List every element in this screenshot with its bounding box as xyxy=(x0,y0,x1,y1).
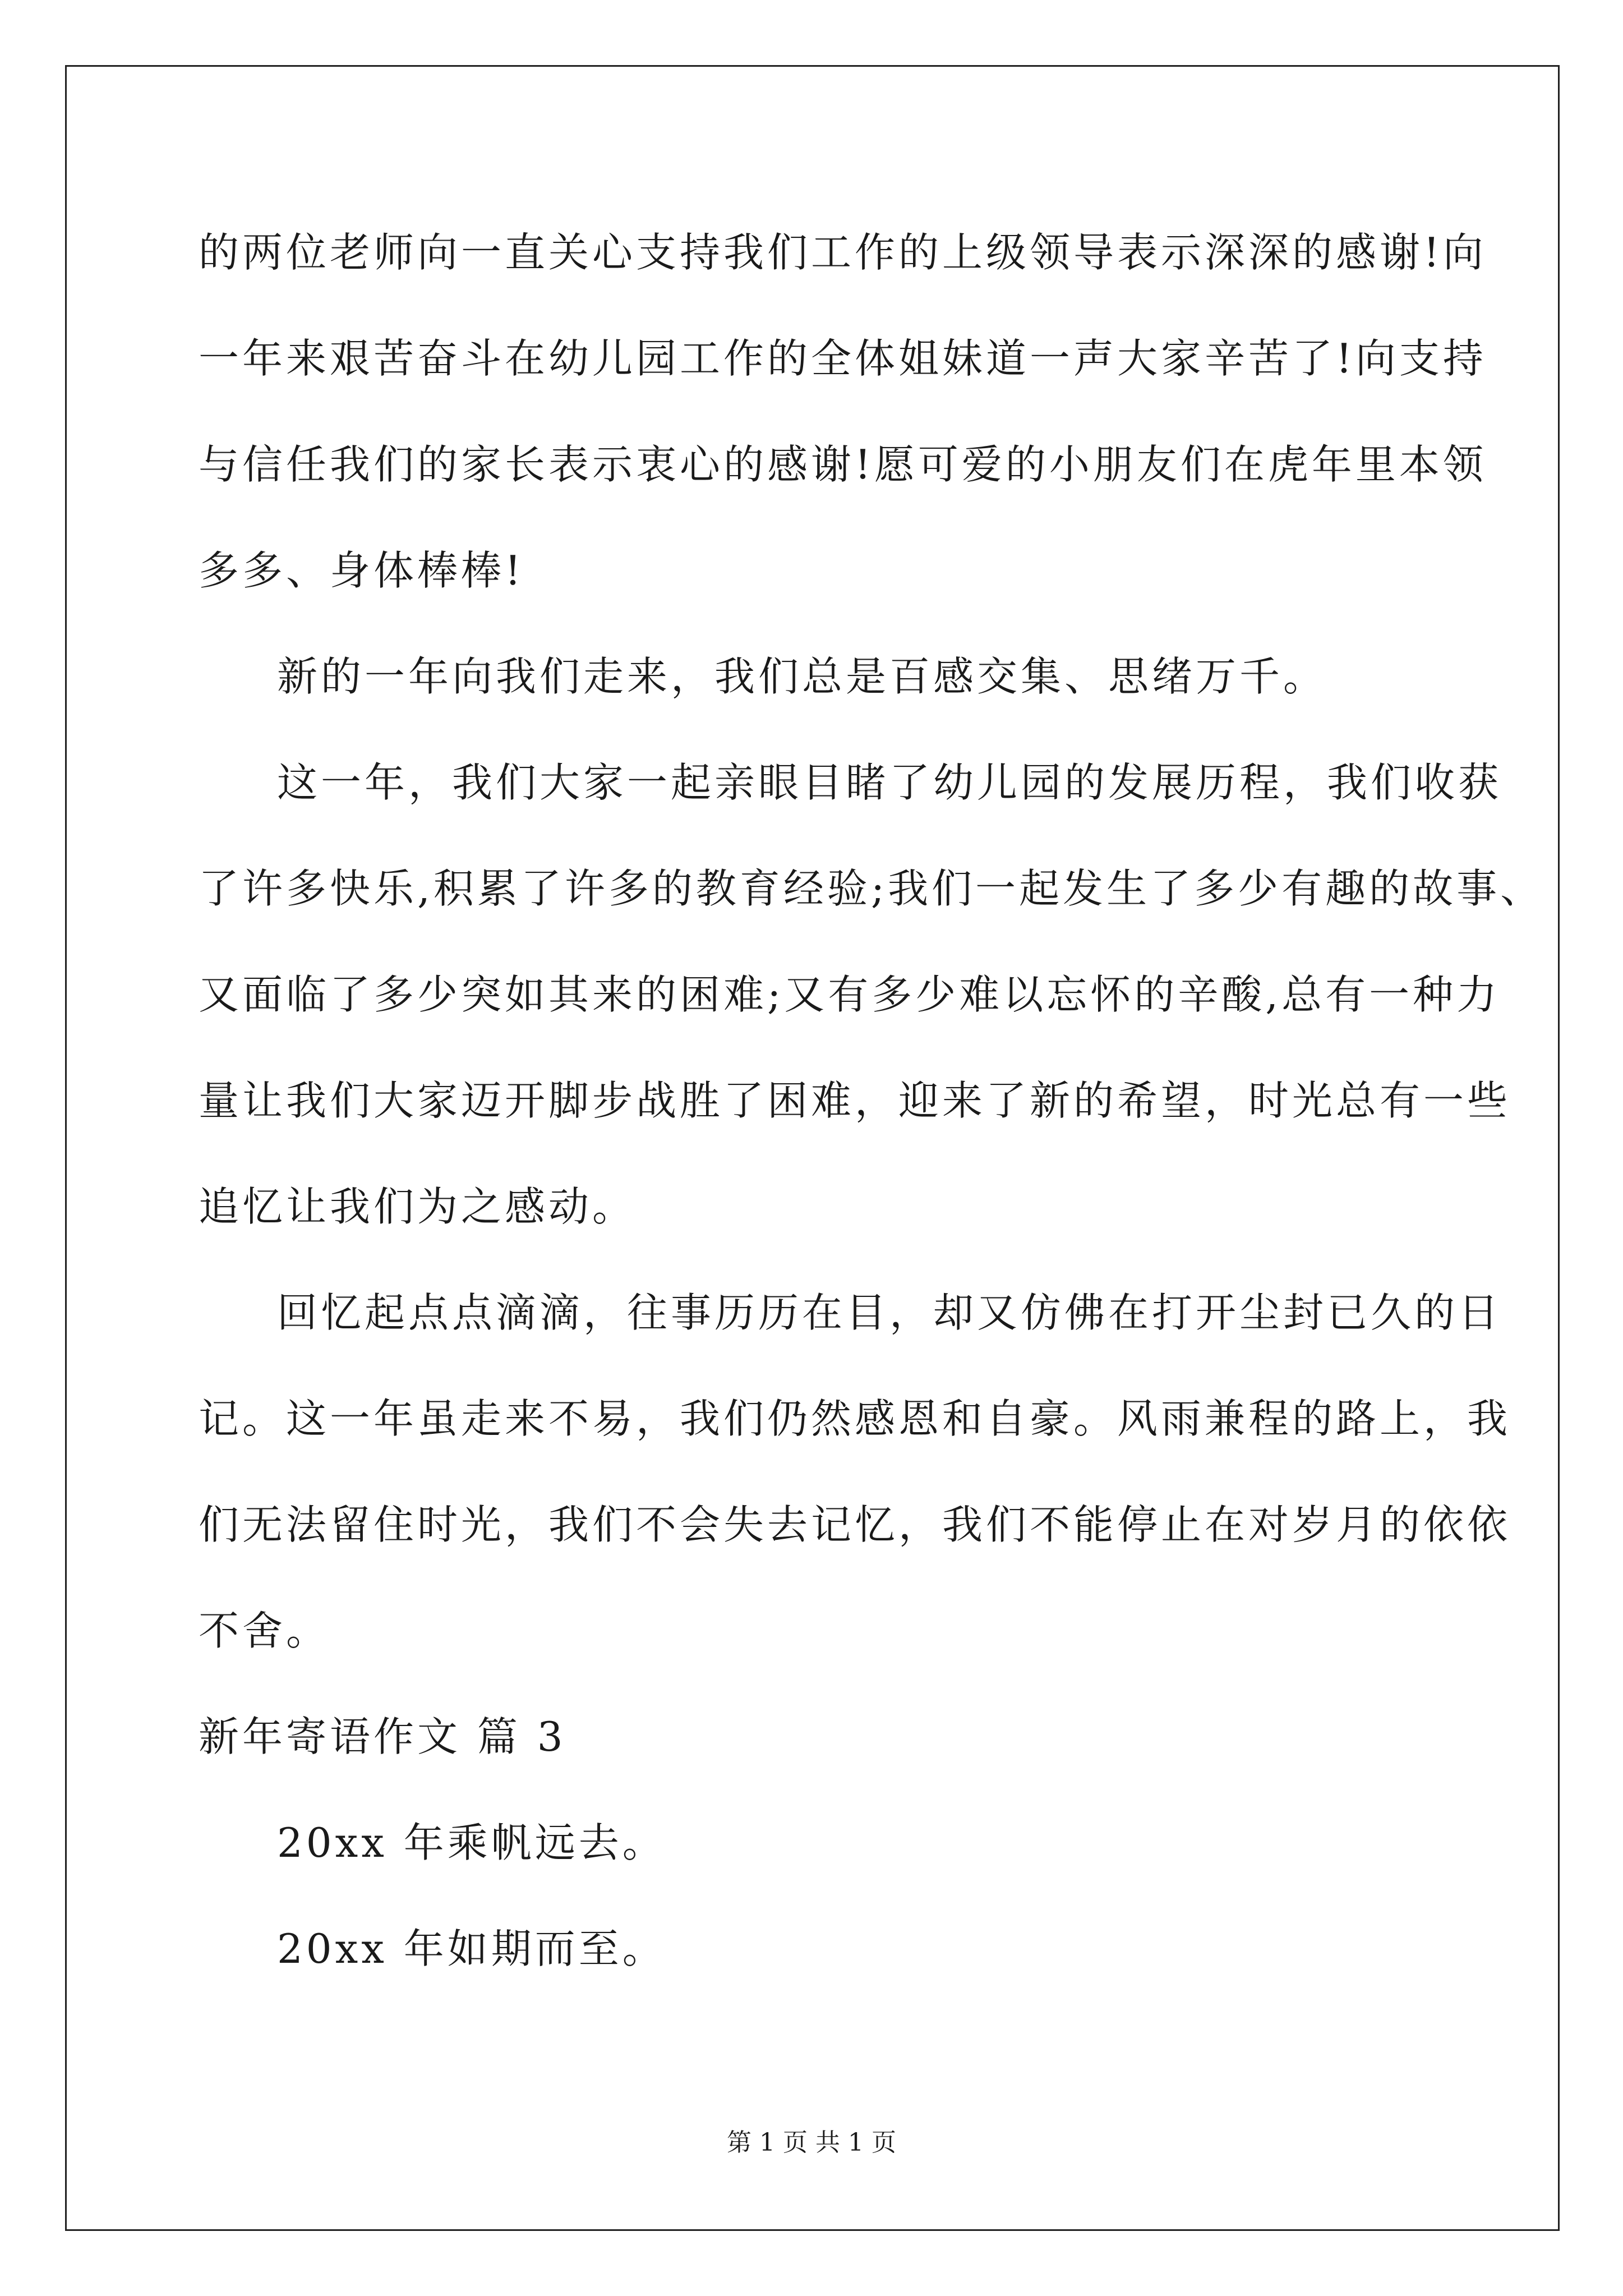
paragraph-start: 这一年，我们大家一起亲眼目睹了幼儿园的发展历程，我们收获 xyxy=(277,759,1502,806)
text-line: 了许多快乐,积累了许多的教育经验;我们一起发生了多少有趣的故事、 xyxy=(199,865,1544,912)
section-heading: 新年寄语作文 篇 3 xyxy=(199,1713,566,1760)
page-number-footer: 第 1 页 共 1 页 xyxy=(727,2128,896,2157)
text-line: 记。这一年虽走来不易，我们仍然感恩和自豪。风雨兼程的路上，我 xyxy=(199,1395,1511,1442)
text-line: 们无法留住时光，我们不会失去记忆，我们不能停止在对岁月的依依 xyxy=(199,1501,1511,1548)
text-line: 量让我们大家迈开脚步战胜了困难，迎来了新的希望，时光总有一些 xyxy=(199,1077,1511,1124)
text-line: 追忆让我们为之感动。 xyxy=(199,1183,637,1230)
text-line: 又面临了多少突如其来的困难;又有多少难以忘怀的辛酸,总有一种力 xyxy=(199,971,1501,1018)
text-line: 与信任我们的家长表示衷心的感谢!愿可爱的小朋友们在虎年里本领 xyxy=(199,441,1487,488)
text-line: 一年来艰苦奋斗在幼儿园工作的全体姐妹道一声大家辛苦了!向支持 xyxy=(199,335,1487,382)
paragraph-start: 20xx 年乘帆远去。 xyxy=(277,1819,666,1866)
text-line: 多多、身体棒棒! xyxy=(199,547,524,594)
paragraph-start: 新的一年向我们走来，我们总是百感交集、思绪万千。 xyxy=(277,653,1327,700)
text-line: 不舍。 xyxy=(199,1607,330,1654)
paragraph-start: 回忆起点点滴滴，往事历历在目，却又仿佛在打开尘封已久的日 xyxy=(277,1289,1502,1336)
paragraph-start: 20xx 年如期而至。 xyxy=(277,1925,666,1972)
page-border xyxy=(65,65,1560,2231)
text-line: 的两位老师向一直关心支持我们工作的上级领导表示深深的感谢!向 xyxy=(199,229,1487,276)
